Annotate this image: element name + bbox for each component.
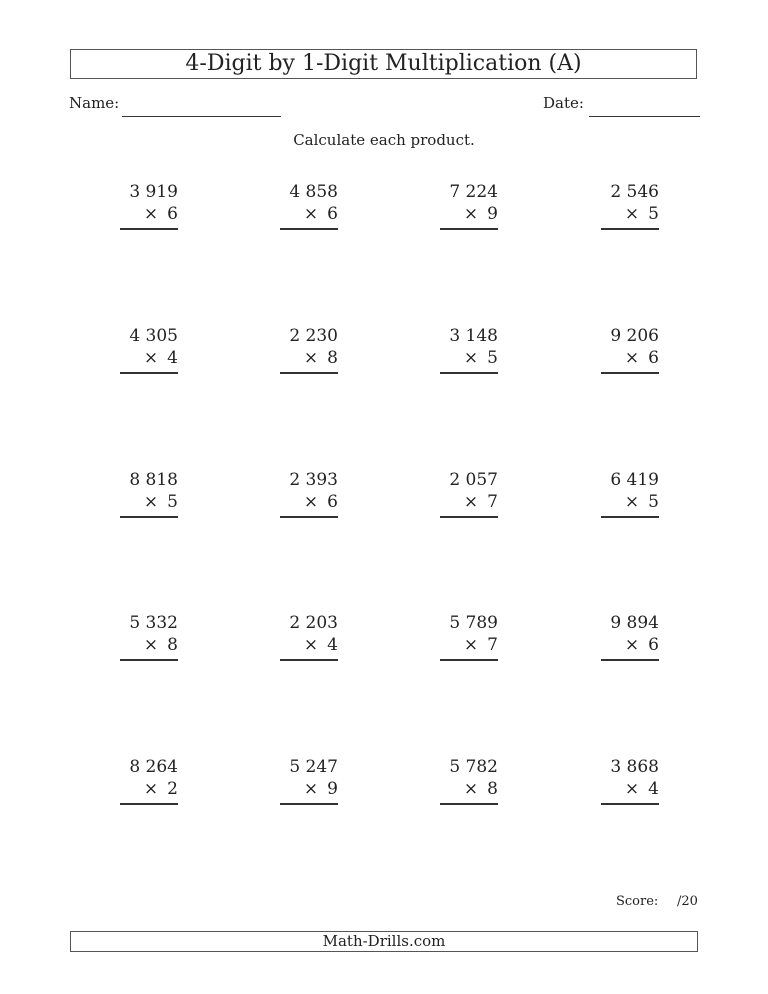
times-operator: ×: [303, 635, 319, 655]
answer-line[interactable]: [440, 659, 498, 661]
times-operator: ×: [143, 779, 159, 799]
multiplier: 6: [648, 348, 659, 368]
multiplier-row: [601, 778, 659, 800]
multiplier-row: [440, 491, 498, 513]
problem-14: [280, 612, 338, 661]
score-label: Score:: [616, 894, 659, 909]
multiplicand: 8 818: [129, 470, 178, 490]
multiplier: 5: [648, 204, 659, 224]
multiplicand: 7 224: [449, 182, 498, 202]
problem-20: [601, 756, 659, 805]
problem-6: [280, 325, 338, 374]
problem-7: [440, 325, 498, 374]
multiplicand: 5 782: [449, 757, 498, 777]
times-operator: ×: [143, 492, 159, 512]
times-operator: ×: [463, 204, 479, 224]
times-operator: ×: [624, 348, 640, 368]
answer-line[interactable]: [280, 803, 338, 805]
times-operator: ×: [624, 779, 640, 799]
multiplicand: 5 332: [129, 613, 178, 633]
multiplicand: 5 247: [289, 757, 338, 777]
multiplier: 4: [648, 779, 659, 799]
times-operator: ×: [463, 779, 479, 799]
date-blank[interactable]: [589, 116, 700, 117]
multiplier-row: [280, 203, 338, 225]
times-operator: ×: [624, 204, 640, 224]
multiplier: 8: [487, 779, 498, 799]
multiplicand: 2 546: [610, 182, 659, 202]
score-total: /20: [677, 894, 698, 909]
multiplier: 7: [487, 635, 498, 655]
multiplier-row: [280, 347, 338, 369]
answer-line[interactable]: [440, 803, 498, 805]
problem-9: [120, 469, 178, 518]
problem-15: [440, 612, 498, 661]
answer-line[interactable]: [120, 372, 178, 374]
problem-16: [601, 612, 659, 661]
multiplicand: 2 393: [289, 470, 338, 490]
multiplicand: 4 305: [129, 326, 178, 346]
multiplier-row: [120, 634, 178, 656]
multiplier: 4: [167, 348, 178, 368]
multiplier-row: [601, 203, 659, 225]
answer-line[interactable]: [120, 516, 178, 518]
name-label: Name:: [69, 94, 120, 112]
multiplier: 9: [327, 779, 338, 799]
problem-10: [280, 469, 338, 518]
answer-line[interactable]: [601, 516, 659, 518]
times-operator: ×: [463, 348, 479, 368]
answer-line[interactable]: [440, 228, 498, 230]
multiplicand: 5 789: [449, 613, 498, 633]
answer-line[interactable]: [440, 372, 498, 374]
times-operator: ×: [303, 779, 319, 799]
multiplier: 5: [487, 348, 498, 368]
problem-13: [120, 612, 178, 661]
multiplier: 8: [167, 635, 178, 655]
times-operator: ×: [143, 348, 159, 368]
answer-line[interactable]: [120, 659, 178, 661]
problem-2: [280, 181, 338, 230]
name-blank[interactable]: [122, 116, 281, 117]
multiplicand: 2 057: [449, 470, 498, 490]
multiplier-row: [120, 347, 178, 369]
times-operator: ×: [463, 492, 479, 512]
multiplier-row: [280, 778, 338, 800]
answer-line[interactable]: [440, 516, 498, 518]
times-operator: ×: [624, 635, 640, 655]
answer-line[interactable]: [601, 659, 659, 661]
multiplicand: 2 203: [289, 613, 338, 633]
multiplier: 7: [487, 492, 498, 512]
times-operator: ×: [463, 635, 479, 655]
multiplier: 8: [327, 348, 338, 368]
multiplicand: 9 206: [610, 326, 659, 346]
multiplier: 4: [327, 635, 338, 655]
multiplier: 2: [167, 779, 178, 799]
footer-source: Math-Drills.com: [70, 931, 698, 952]
problem-3: [440, 181, 498, 230]
multiplier-row: [120, 491, 178, 513]
times-operator: ×: [143, 635, 159, 655]
multiplier-row: [120, 203, 178, 225]
multiplier-row: [601, 347, 659, 369]
times-operator: ×: [303, 204, 319, 224]
multiplicand: 9 894: [610, 613, 659, 633]
problem-11: [440, 469, 498, 518]
times-operator: ×: [303, 348, 319, 368]
problem-12: [601, 469, 659, 518]
answer-line[interactable]: [601, 803, 659, 805]
multiplier-row: [601, 634, 659, 656]
answer-line[interactable]: [280, 228, 338, 230]
problem-19: [440, 756, 498, 805]
multiplier-row: [120, 778, 178, 800]
answer-line[interactable]: [120, 228, 178, 230]
multiplier-row: [440, 203, 498, 225]
problem-1: [120, 181, 178, 230]
multiplier: 6: [167, 204, 178, 224]
multiplier: 9: [487, 204, 498, 224]
multiplier: 5: [648, 492, 659, 512]
multiplicand: 3 919: [129, 182, 178, 202]
multiplicand: 2 230: [289, 326, 338, 346]
problem-8: [601, 325, 659, 374]
multiplicand: 4 858: [289, 182, 338, 202]
instructions: Calculate each product.: [293, 131, 475, 149]
answer-line[interactable]: [120, 803, 178, 805]
times-operator: ×: [624, 492, 640, 512]
problem-5: [120, 325, 178, 374]
answer-line[interactable]: [280, 659, 338, 661]
multiplicand: 8 264: [129, 757, 178, 777]
multiplier: 6: [327, 492, 338, 512]
multiplier-row: [440, 778, 498, 800]
multiplier-row: [440, 634, 498, 656]
answer-line[interactable]: [280, 516, 338, 518]
date-label: Date:: [543, 94, 584, 112]
times-operator: ×: [143, 204, 159, 224]
multiplier: 5: [167, 492, 178, 512]
problem-17: [120, 756, 178, 805]
times-operator: ×: [303, 492, 319, 512]
multiplicand: 3 868: [610, 757, 659, 777]
worksheet-title: 4-Digit by 1-Digit Multiplication (A): [70, 49, 697, 79]
answer-line[interactable]: [601, 372, 659, 374]
multiplier-row: [280, 634, 338, 656]
multiplier: 6: [327, 204, 338, 224]
multiplier-row: [601, 491, 659, 513]
multiplier-row: [280, 491, 338, 513]
multiplicand: 6 419: [610, 470, 659, 490]
multiplier-row: [440, 347, 498, 369]
multiplicand: 3 148: [449, 326, 498, 346]
answer-line[interactable]: [601, 228, 659, 230]
multiplier: 6: [648, 635, 659, 655]
problem-4: [601, 181, 659, 230]
answer-line[interactable]: [280, 372, 338, 374]
problem-18: [280, 756, 338, 805]
